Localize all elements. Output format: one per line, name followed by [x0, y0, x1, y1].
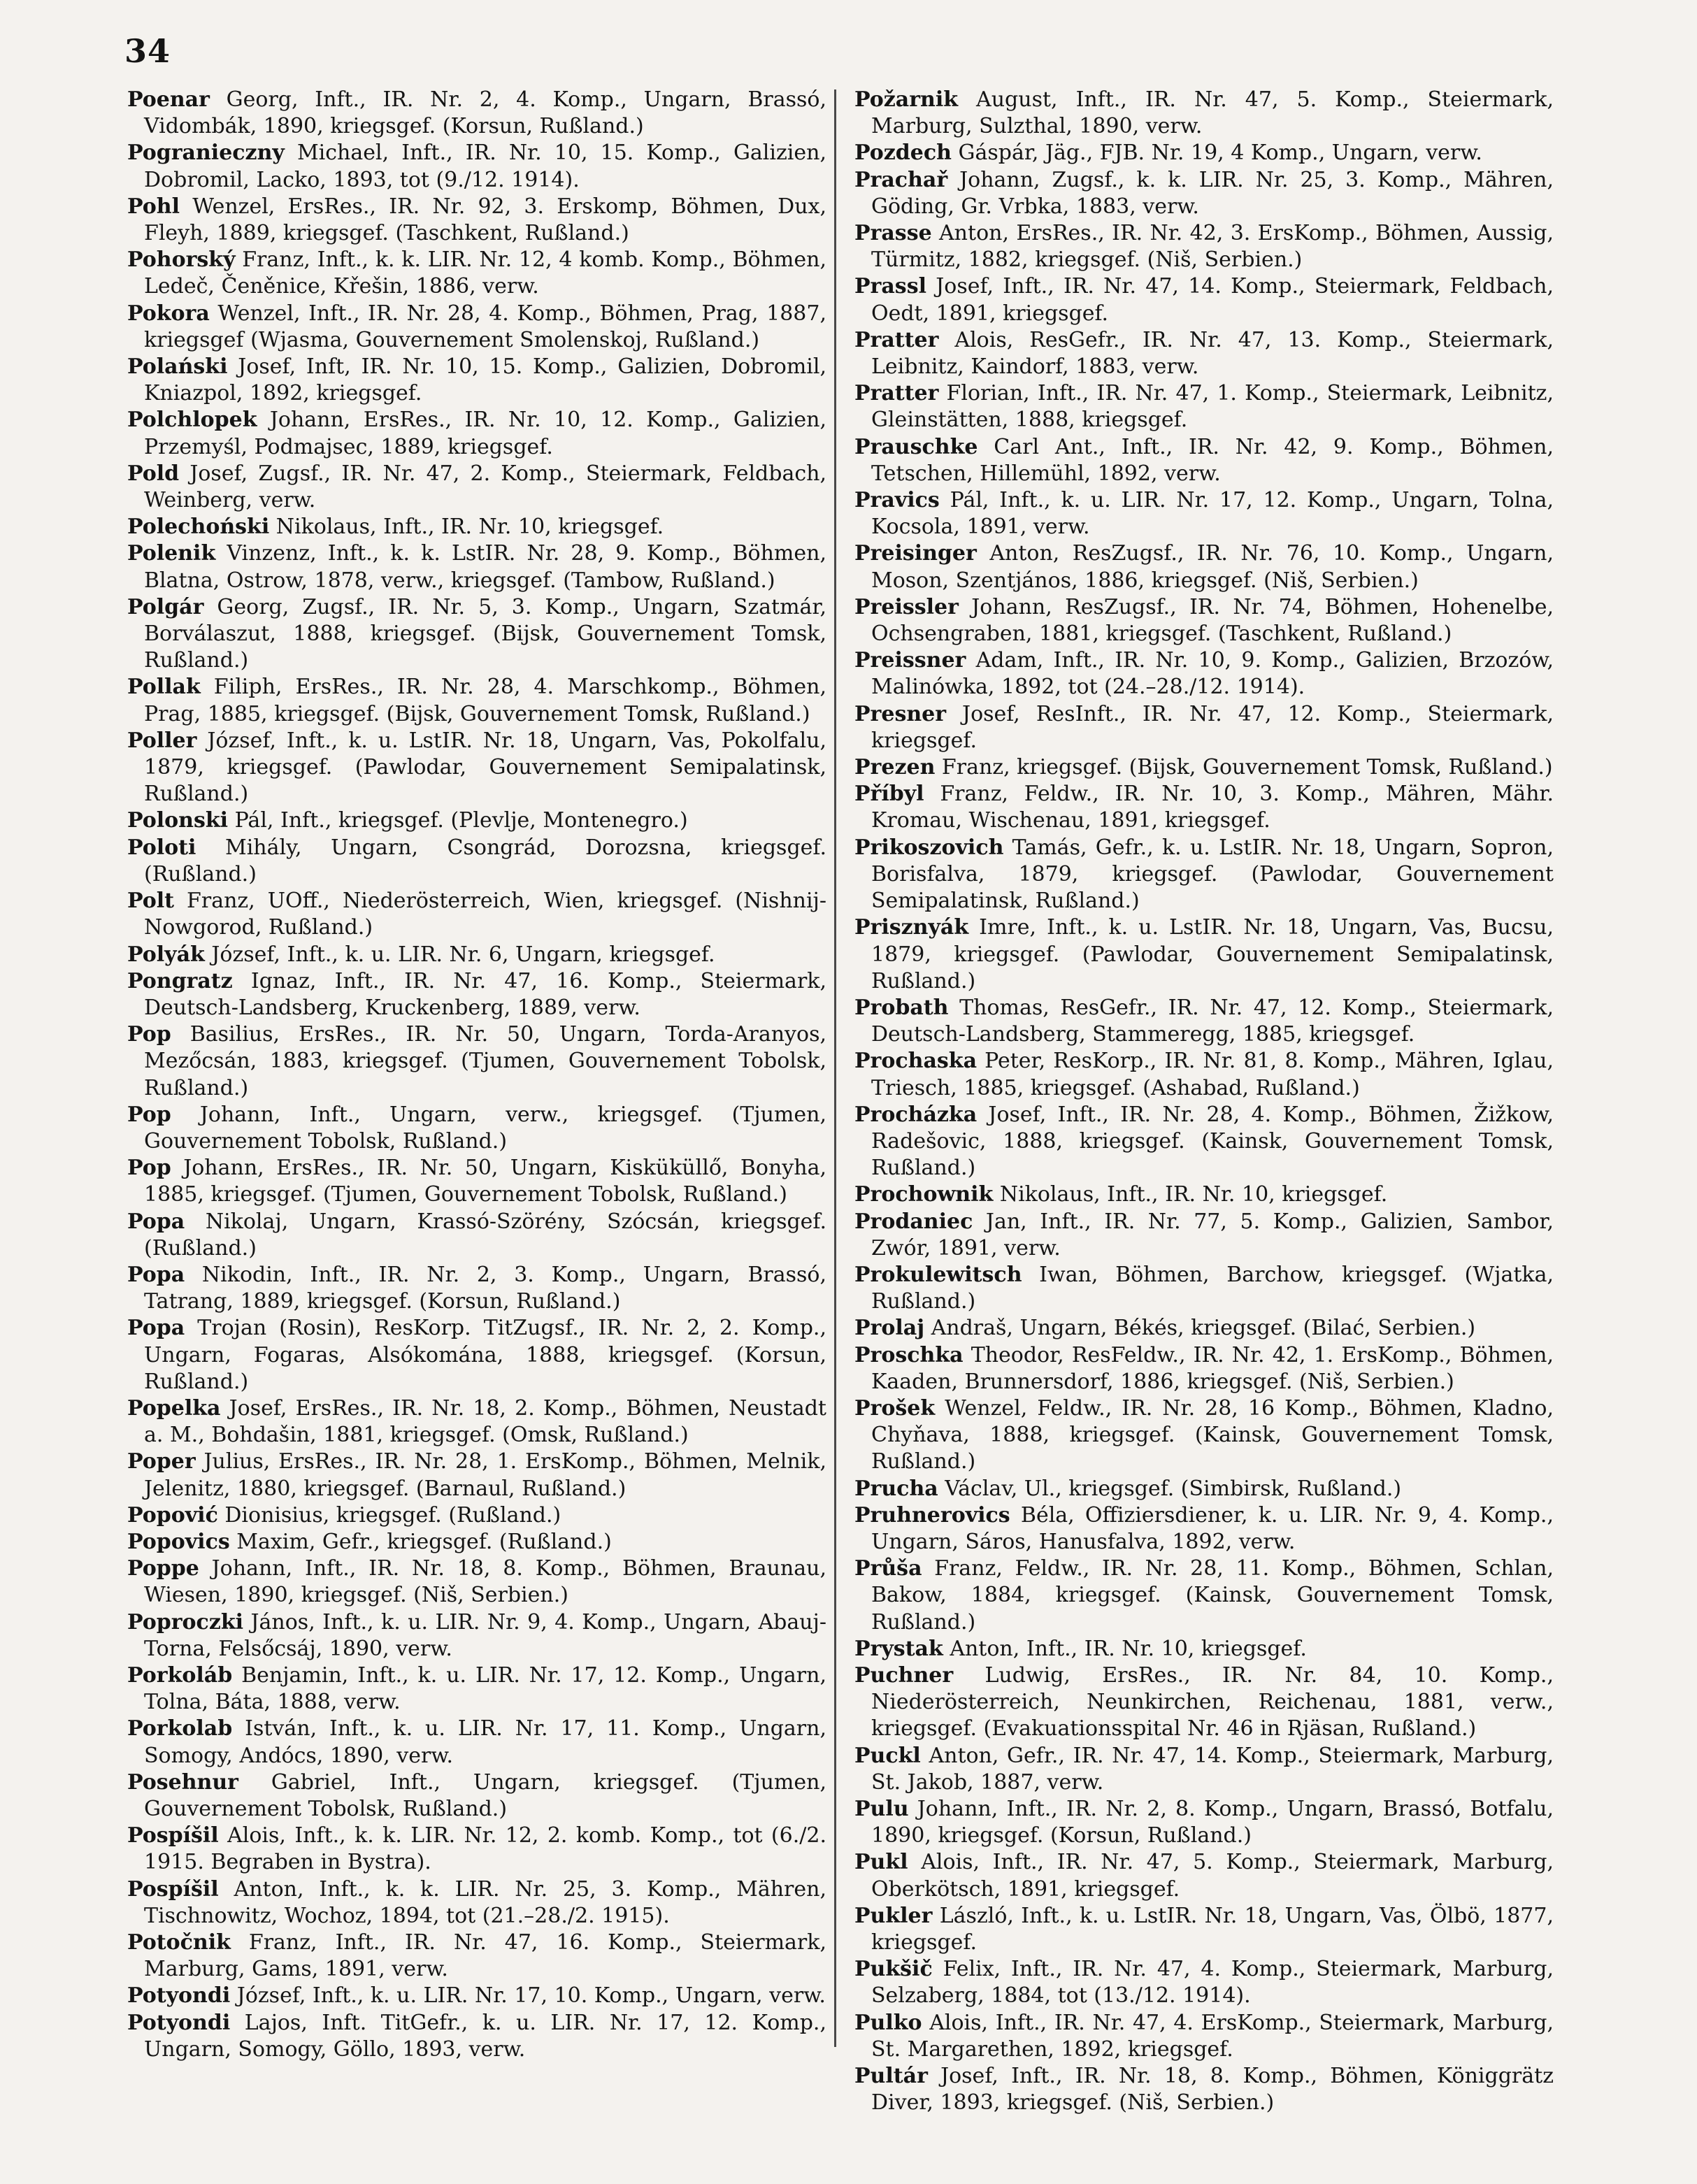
list-entry	[854, 2063, 1554, 2116]
entry-details: József, Inft., k. u. LIR. Nr. 6, Ungarn, kriegsgef.	[204, 942, 715, 967]
entry-surname: Pop	[127, 1156, 171, 1181]
list-entry	[854, 1181, 1554, 1208]
entry-details: Gáspár, Jäg., FJB. Nr. 19, 4 Komp., Ungarn, verw.	[951, 141, 1482, 166]
list-entry	[854, 781, 1554, 834]
list-entry	[854, 2010, 1554, 2063]
list-entry	[127, 1502, 826, 1529]
entry-details: Thomas, ResGefr., IR. Nr. 47, 12. Komp., Steiermark, Deutsch-Landsberg, Stammeregg, 1885, kriegsgef.	[871, 995, 1554, 1047]
list-entry	[127, 1021, 826, 1102]
entry-details: Johann, Inft., IR. Nr. 18, 8. Komp., Böhmen, Braunau, Wiesen, 1890, kriegsgef. (Niš, Serbien.)	[144, 1556, 826, 1608]
entry-surname: Polchlopek	[127, 408, 257, 433]
entry-details: Iwan, Böhmen, Barchow, kriegsgef. (Wjatka, Rußland.)	[871, 1262, 1554, 1314]
entry-details: Alois, Inft., k. k. LIR. Nr. 12, 2. komb. Komp., tot (6./2. 1915. Begraben in Bystra).	[144, 1823, 826, 1875]
list-entry	[854, 1315, 1554, 1342]
list-entry	[127, 728, 826, 808]
entry-details: Dionisius, kriegsgef. (Rußland.)	[217, 1502, 561, 1528]
left-column	[127, 87, 826, 2063]
entry-details: Georg, Zugsf., IR. Nr. 5, 3. Komp., Ungarn, Szatmár, Borválaszut, 1888, kriegsgef. (Bijsk, Gouvernement Tomsk, Rußland.)	[144, 594, 826, 673]
entry-details: Peter, ResKorp., IR. Nr. 81, 8. Komp., Mähren, Iglau, Triesch, 1885, kriegsgef. (Ashabad, Rußland.)	[871, 1049, 1554, 1100]
list-entry	[127, 1262, 826, 1315]
entry-surname: Poper	[127, 1449, 196, 1474]
list-entry	[854, 327, 1554, 380]
entry-surname: Preissler	[854, 594, 959, 619]
list-entry	[127, 807, 826, 834]
entry-surname: Polonski	[127, 808, 229, 833]
entry-details: Václav, Ul., kriegsgef. (Simbirsk, Rußland.)	[938, 1476, 1402, 1501]
entry-surname: Pulu	[854, 1797, 909, 1821]
entry-details: Mihály, Ungarn, Csongrád, Dorozsna, kriegsgef. (Rußland.)	[144, 835, 826, 886]
list-entry	[854, 1956, 1554, 2009]
list-entry	[127, 1556, 826, 1609]
entry-details: Benjamin, Inft., k. u. LIR. Nr. 17, 12. Komp., Ungarn, Tolna, Báta, 1888, verw.	[144, 1662, 826, 1715]
entry-surname: Popa	[127, 1316, 185, 1341]
entry-surname: Poproczki	[127, 1609, 244, 1635]
entry-details: Josef, Inft., IR. Nr. 28, 4. Komp., Böhmen, Žižkow, Radešovic, 1888, kriegsgef. (Kainsk, Gouvernement Tomsk, Rußland.)	[871, 1102, 1554, 1181]
entry-details: Josef, Inft., IR. Nr. 47, 14. Komp., Steiermark, Feldbach, Oedt, 1891, kriegsgef.	[871, 274, 1554, 326]
entry-details: Franz, Inft., k. k. LIR. Nr. 12, 4 komb. Komp., Böhmen, Ledeč, Čeněnice, Křešin, 1886, verw.	[144, 247, 826, 299]
entry-details: Josef, Inft., IR. Nr. 18, 8. Komp., Böhmen, Königgrätz Diver, 1893, kriegsgef. (Niš, Serbien.)	[871, 2064, 1554, 2115]
entry-surname: Probath	[854, 995, 949, 1020]
list-entry	[854, 1636, 1554, 1662]
list-entry	[854, 87, 1554, 140]
list-entry	[854, 220, 1554, 273]
list-entry	[127, 1662, 826, 1716]
entry-details: Wenzel, ErsRes., IR. Nr. 92, 3. Erskomp, Böhmen, Dux, Fleyh, 1889, kriegsgef. (Taschkent, Rußland.)	[144, 194, 826, 246]
entry-surname: Pukšič	[854, 1957, 933, 1982]
entry-surname: Potočnik	[127, 1930, 231, 1955]
entry-surname: Pospíšil	[127, 1823, 219, 1848]
entry-details: Nikolaus, Inft., IR. Nr. 10, kriegsgef.	[993, 1182, 1388, 1207]
entry-surname: Prikoszovich	[854, 835, 1004, 860]
entry-details: Franz, Feldw., IR. Nr. 28, 11. Komp., Böhmen, Schlan, Bakow, 1884, kriegsgef. (Kainsk, Gouvernement Tomsk, Rußland.)	[871, 1556, 1554, 1635]
entry-surname: Pultár	[854, 2064, 928, 2089]
entry-details: Johann, Inft., Ungarn, verw., kriegsgef. (Tjumen, Gouvernement Tobolsk, Rußland.)	[144, 1102, 826, 1154]
list-entry	[854, 1903, 1554, 1956]
entry-surname: Poller	[127, 728, 197, 753]
entry-details: Josef, ResInft., IR. Nr. 47, 12. Komp., Steiermark, kriegsgef.	[871, 701, 1554, 753]
list-entry	[854, 1209, 1554, 1262]
entry-surname: Pukl	[854, 1850, 908, 1875]
list-entry	[854, 1476, 1554, 1502]
list-entry	[127, 140, 826, 193]
entry-details: Josef, Zugsf., IR. Nr. 47, 2. Komp., Steiermark, Feldbach, Weinberg, verw.	[144, 461, 826, 513]
list-entry	[127, 1209, 826, 1262]
entry-surname: Prošek	[854, 1395, 936, 1421]
entry-details: Filiph, ErsRes., IR. Nr. 28, 4. Marschkomp., Böhmen, Prag, 1885, kriegsgef. (Bijsk, Gouvernement Tomsk, Rußland.)	[144, 675, 826, 726]
entry-surname: Pruhnerovics	[854, 1502, 1010, 1528]
entry-details: Nikodin, Inft., IR. Nr. 2, 3. Komp., Ungarn, Brassó, Tatrang, 1889, kriegsgef. (Korsun, Rußland.)	[144, 1262, 826, 1314]
page-number: 34	[124, 32, 171, 70]
entry-surname: Poppe	[127, 1556, 199, 1581]
list-entry	[127, 407, 826, 460]
entry-surname: Popovics	[127, 1529, 230, 1554]
list-entry	[854, 701, 1554, 754]
entry-surname: Prachař	[854, 167, 948, 192]
list-entry	[854, 540, 1554, 594]
entry-surname: Prochownik	[854, 1182, 994, 1207]
list-entry	[127, 594, 826, 675]
entry-details: Alois, Inft., IR. Nr. 47, 5. Komp., Steiermark, Marburg, Oberkötsch, 1891, kriegsgef.	[871, 1850, 1554, 1902]
entry-details: Felix, Inft., IR. Nr. 47, 4. Komp., Steiermark, Marburg, Selzaberg, 1884, tot (13./12. 1914).	[871, 1957, 1554, 2009]
column-divider	[834, 89, 836, 2047]
entry-details: Anton, ErsRes., IR. Nr. 42, 3. ErsKomp., Böhmen, Aussig, Türmitz, 1882, kriegsgef. (Niš, Serbien.)	[871, 221, 1554, 273]
list-entry	[127, 1930, 826, 1983]
list-entry	[854, 1395, 1554, 1476]
entry-surname: Prezen	[854, 755, 936, 780]
entry-surname: Prochaska	[854, 1049, 978, 1074]
entry-surname: Presner	[854, 701, 947, 726]
list-entry	[854, 647, 1554, 701]
entry-surname: Polyák	[127, 942, 205, 967]
list-entry	[127, 968, 826, 1021]
entry-details: Franz, UOff., Niederösterreich, Wien, kriegsgef. (Nishnij-Nowgorod, Rußland.)	[144, 889, 826, 940]
list-entry	[127, 461, 826, 514]
entry-details: Imre, Inft., k. u. LstIR. Nr. 18, Ungarn, Vas, Bucsu, 1879, kriegsgef. (Pawlodar, Gouvernement Semipalatinsk, Rußland.)	[871, 915, 1554, 993]
entry-surname: Prystak	[854, 1636, 943, 1661]
list-entry	[854, 594, 1554, 647]
entry-details: Alois, ResGefr., IR. Nr. 47, 13. Komp., Steiermark, Leibnitz, Kaindorf, 1883, verw.	[871, 327, 1554, 380]
entry-details: Theodor, ResFeldw., IR. Nr. 42, 1. ErsKomp., Böhmen, Kaaden, Brunnersdorf, 1886, kriegsgef. (Niš, Serbien.)	[871, 1342, 1554, 1394]
entry-details: István, Inft., k. u. LIR. Nr. 17, 11. Komp., Ungarn, Somogy, Andócs, 1890, verw.	[144, 1716, 826, 1768]
list-entry	[127, 354, 826, 407]
entry-details: Florian, Inft., IR. Nr. 47, 1. Komp., Steiermark, Leibnitz, Gleinstätten, 1888, kriegsgef.	[871, 381, 1554, 433]
entry-details: Adam, Inft., IR. Nr. 10, 9. Komp., Galizien, Brzozów, Malinówka, 1892, tot (24.–28./12. 1914).	[871, 648, 1554, 700]
entry-surname: Pratter	[854, 381, 939, 406]
list-entry	[127, 1876, 826, 1930]
entry-surname: Prauschke	[854, 434, 978, 459]
entry-surname: Puckl	[854, 1743, 921, 1768]
entry-surname: Popović	[127, 1502, 218, 1528]
entry-details: Nikolaus, Inft., IR. Nr. 10, kriegsgef.	[269, 515, 664, 540]
entry-surname: Prisznyák	[854, 915, 969, 940]
list-entry	[127, 1315, 826, 1395]
entry-details: Johann, ErsRes., IR. Nr. 50, Ungarn, Kisküküllő, Bonyha, 1885, kriegsgef. (Tjumen, Gouvernement Tobolsk, Rußland.)	[144, 1156, 826, 1207]
entry-details: Tamás, Gefr., k. u. LstIR. Nr. 18, Ungarn, Sopron, Borisfalva, 1879, kriegsgef. (Pawlodar, Gouvernement Semipalatinsk, Rußland.)	[871, 835, 1554, 914]
entry-surname: Puchner	[854, 1662, 954, 1688]
entry-surname: Polechoński	[127, 515, 270, 540]
list-entry	[127, 835, 826, 888]
entry-surname: Pukler	[854, 1903, 933, 1928]
list-entry	[127, 888, 826, 941]
entry-details: Gabriel, Inft., Ungarn, kriegsgef. (Tjumen, Gouvernement Tobolsk, Rußland.)	[144, 1769, 826, 1821]
entry-details: Franz, Feldw., IR. Nr. 10, 3. Komp., Mähren, Mähr. Kromau, Wischenau, 1891, kriegsgef.	[871, 782, 1554, 833]
entry-details: Michael, Inft., IR. Nr. 10, 15. Komp., Galizien, Dobromil, Lacko, 1893, tot (9./12. 1914).	[144, 141, 826, 192]
list-entry	[127, 1716, 826, 1769]
entry-surname: Preisinger	[854, 541, 977, 566]
entry-details: Johann, ErsRes., IR. Nr. 10, 12. Komp., Galizien, Przemyśl, Podmajsec, 1889, kriegsgef.	[144, 408, 826, 459]
list-entry	[127, 247, 826, 300]
entry-details: Maxim, Gefr., kriegsgef. (Rußland.)	[229, 1529, 612, 1554]
list-entry	[854, 1743, 1554, 1796]
list-entry	[127, 1823, 826, 1876]
entry-details: Wenzel, Inft., IR. Nr. 28, 4. Komp., Böhmen, Prag, 1887, kriegsgef (Wjasma, Gouvernement Smolenskoj, Rußland.)	[144, 301, 826, 352]
entry-surname: Prodaniec	[854, 1209, 973, 1234]
entry-surname: Pospíšil	[127, 1876, 219, 1902]
entry-surname: Prassl	[854, 274, 926, 299]
list-entry	[127, 1395, 826, 1449]
list-entry	[854, 167, 1554, 220]
list-entry	[854, 835, 1554, 915]
entry-surname: Pohl	[127, 194, 180, 219]
entry-surname: Porkolab	[127, 1716, 233, 1741]
list-entry	[127, 1983, 826, 2009]
entry-surname: Polt	[127, 889, 175, 914]
entry-details: Georg, Inft., IR. Nr. 2, 4. Komp., Ungarn, Brassó, Vidombák, 1890, kriegsgef. (Korsun, Rußland.)	[144, 87, 826, 139]
entry-details: Josef, ErsRes., IR. Nr. 18, 2. Komp., Böhmen, Neustadt a. M., Bohdašin, 1881, kriegsgef. (Omsk, Rußland.)	[144, 1395, 826, 1448]
entry-surname: Pop	[127, 1022, 171, 1047]
entry-details: Franz, Inft., IR. Nr. 47, 16. Komp., Steiermark, Marburg, Gams, 1891, verw.	[144, 1930, 826, 1982]
entry-surname: Pold	[127, 461, 180, 486]
entry-details: Julius, ErsRes., IR. Nr. 28, 1. ErsKomp., Böhmen, Melnik, Jelenitz, 1880, kriegsgef. (Barnaul, Rußland.)	[144, 1449, 826, 1501]
list-entry	[127, 301, 826, 354]
list-entry	[854, 380, 1554, 433]
entry-surname: Prasse	[854, 221, 932, 246]
entry-details: Jan, Inft., IR. Nr. 77, 5. Komp., Galizien, Sambor, Zwór, 1891, verw.	[871, 1209, 1554, 1260]
list-entry	[854, 1556, 1554, 1636]
entry-surname: Pollak	[127, 675, 201, 700]
entry-surname: Pratter	[854, 327, 939, 352]
entry-surname: Polgár	[127, 594, 204, 619]
entry-details: Johann, Zugsf., k. k. LIR. Nr. 25, 3. Komp., Mähren, Göding, Gr. Vrbka, 1883, verw.	[871, 167, 1554, 219]
list-entry	[127, 87, 826, 140]
entry-surname: Popelka	[127, 1395, 221, 1421]
entry-surname: Pohorský	[127, 247, 236, 273]
list-entry	[854, 1342, 1554, 1395]
entry-details: Anton, Gefr., IR. Nr. 47, 14. Komp., Steiermark, Marburg, St. Jakob, 1887, verw.	[871, 1743, 1554, 1795]
list-entry	[854, 754, 1554, 781]
list-entry	[854, 1502, 1554, 1556]
entry-details: János, Inft., k. u. LIR. Nr. 9, 4. Komp., Ungarn, Abauj-Torna, Felsőcsáj, 1890, verw.	[144, 1609, 826, 1661]
list-entry	[127, 1529, 826, 1556]
entry-details: Franz, kriegsgef. (Bijsk, Gouvernement Tomsk, Rußland.)	[935, 755, 1553, 780]
entry-surname: Popa	[127, 1262, 185, 1287]
entry-surname: Průša	[854, 1556, 922, 1581]
entry-details: Andraš, Ungarn, Békés, kriegsgef. (Bilać, Serbien.)	[924, 1316, 1476, 1341]
list-entry	[127, 1102, 826, 1155]
entry-surname: Procházka	[854, 1102, 978, 1127]
list-entry	[127, 1155, 826, 1208]
entry-surname: Posehnur	[127, 1769, 238, 1795]
entry-details: August, Inft., IR. Nr. 47, 5. Komp., Steiermark, Marburg, Sulzthal, 1890, verw.	[871, 87, 1554, 139]
entry-surname: Preissner	[854, 648, 966, 673]
entry-surname: Pozdech	[854, 141, 952, 166]
list-entry	[854, 273, 1554, 326]
entry-surname: Potyondi	[127, 1983, 231, 2009]
entry-details: Pál, Inft., kriegsgef. (Plevlje, Montenegro.)	[228, 808, 688, 833]
entry-surname: Porkoláb	[127, 1662, 233, 1688]
entry-surname: Polański	[127, 354, 228, 380]
entry-surname: Příbyl	[854, 782, 924, 807]
list-entry	[127, 942, 826, 968]
entry-details: László, Inft., k. u. LstIR. Nr. 18, Ungarn, Vas, Ölbö, 1877, kriegsgef.	[871, 1903, 1554, 1955]
list-entry	[127, 1449, 826, 1502]
entry-surname: Prokulewitsch	[854, 1262, 1022, 1287]
entry-details: Lajos, Inft. TitGefr., k. u. LIR. Nr. 17, 12. Komp., Ungarn, Somogy, Göllo, 1893, verw.	[144, 2010, 826, 2062]
entry-details: Anton, Inft., k. k. LIR. Nr. 25, 3. Komp., Mähren, Tischnowitz, Wochoz, 1894, tot (21.–28./2. 1915).	[144, 1876, 826, 1928]
entry-surname: Potyondi	[127, 2010, 231, 2035]
entry-details: József, Inft., k. u. LIR. Nr. 17, 10. Komp., Ungarn, verw.	[230, 1983, 826, 2009]
entry-details: Nikolaj, Ungarn, Krassó-Szörény, Szócsán, kriegsgef. (Rußland.)	[144, 1209, 826, 1260]
list-entry	[127, 1609, 826, 1662]
entry-details: Johann, ResZugsf., IR. Nr. 74, Böhmen, Hohenelbe, Ochsengraben, 1881, kriegsgef. (Taschkent, Rußland.)	[871, 594, 1554, 647]
list-entry	[854, 1796, 1554, 1849]
list-entry	[854, 914, 1554, 995]
entry-surname: Pongratz	[127, 968, 233, 993]
entry-surname: Pokora	[127, 301, 210, 326]
list-entry	[854, 1048, 1554, 1101]
entry-surname: Požarnik	[854, 87, 959, 112]
list-entry	[127, 2010, 826, 2063]
entry-surname: Pulko	[854, 2010, 922, 2035]
entry-details: József, Inft., k. u. LstIR. Nr. 18, Ungarn, Vas, Pokolfalu, 1879, kriegsgef. (Pawlodar, Gouvernement Semipalatinsk, Rußland.)	[144, 728, 826, 807]
list-entry	[854, 1262, 1554, 1315]
list-entry	[854, 434, 1554, 487]
entry-surname: Pravics	[854, 488, 940, 513]
entry-details: Anton, Inft., IR. Nr. 10, kriegsgef.	[943, 1636, 1307, 1661]
entry-details: Vinzenz, Inft., k. k. LstIR. Nr. 28, 9. Komp., Böhmen, Blatna, Ostrow, 1878, verw., kriegsgef. (Tambow, Rußland.)	[144, 541, 826, 593]
entry-surname: Proschka	[854, 1342, 964, 1367]
entry-surname: Poloti	[127, 835, 196, 860]
list-entry	[127, 540, 826, 594]
entry-details: Pál, Inft., k. u. LIR. Nr. 17, 12. Komp., Ungarn, Tolna, Kocsola, 1891, verw.	[871, 488, 1554, 540]
entry-details: Alois, Inft., IR. Nr. 47, 4. ErsKomp., Steiermark, Marburg, St. Margarethen, 1892, kriegsgef.	[871, 2010, 1554, 2062]
entry-details: Wenzel, Feldw., IR. Nr. 28, 16 Komp., Böhmen, Kladno, Chyňava, 1888, kriegsgef. (Kainsk, Gouvernement Tomsk, Rußland.)	[871, 1395, 1554, 1474]
list-entry	[854, 487, 1554, 540]
list-entry	[854, 1662, 1554, 1743]
entry-details: Béla, Offiziersdiener, k. u. LIR. Nr. 9, 4. Komp., Ungarn, Sáros, Hanusfalva, 1892, verw.	[871, 1502, 1554, 1554]
list-entry	[127, 194, 826, 247]
list-entry	[127, 674, 826, 727]
entry-surname: Pop	[127, 1102, 171, 1127]
list-entry	[127, 514, 826, 540]
entry-details: Johann, Inft., IR. Nr. 2, 8. Komp., Ungarn, Brassó, Botfalu, 1890, kriegsgef. (Korsun, Rußland.)	[871, 1797, 1554, 1848]
entry-surname: Prolaj	[854, 1316, 925, 1341]
entry-details: Basilius, ErsRes., IR. Nr. 50, Ungarn, Torda-Aranyos, Mezőcsán, 1883, kriegsgef. (Tjumen, Gouvernement Tobolsk, Rußland.)	[144, 1022, 826, 1100]
list-entry	[854, 1102, 1554, 1182]
entry-details: Carl Ant., Inft., IR. Nr. 42, 9. Komp., Böhmen, Tetschen, Hillemühl, 1892, verw.	[871, 434, 1554, 486]
entry-surname: Polenik	[127, 541, 216, 566]
list-entry	[854, 995, 1554, 1048]
entry-surname: Pogranieczny	[127, 141, 285, 166]
right-column	[854, 87, 1554, 2116]
entry-details: Ignaz, Inft., IR. Nr. 47, 16. Komp., Steiermark, Deutsch-Landsberg, Kruckenberg, 1889, verw.	[144, 968, 826, 1020]
entry-details: Josef, Inft, IR. Nr. 10, 15. Komp., Galizien, Dobromil, Kniazpol, 1892, kriegsgef.	[144, 354, 826, 406]
entry-surname: Prucha	[854, 1476, 938, 1501]
entry-surname: Poenar	[127, 87, 210, 112]
list-entry	[854, 1849, 1554, 1902]
entry-details: Anton, ResZugsf., IR. Nr. 76, 10. Komp., Ungarn, Moson, Szentjános, 1886, kriegsgef. (Niš, Serbien.)	[871, 541, 1554, 593]
entry-details: Trojan (Rosin), ResKorp. TitZugsf., IR. Nr. 2, 2. Komp., Ungarn, Fogaras, Alsókomána, 1888, kriegsgef. (Korsun, Rußland.)	[144, 1316, 826, 1394]
entry-surname: Popa	[127, 1209, 185, 1234]
list-entry	[127, 1769, 826, 1823]
entry-details: Ludwig, ErsRes., IR. Nr. 84, 10. Komp., Niederösterreich, Neunkirchen, Reichenau, 1881, verw., kriegsgef. (Evakuationsspital Nr. 46 in Rjäsan, Rußland.)	[871, 1662, 1554, 1741]
list-entry	[854, 140, 1554, 166]
